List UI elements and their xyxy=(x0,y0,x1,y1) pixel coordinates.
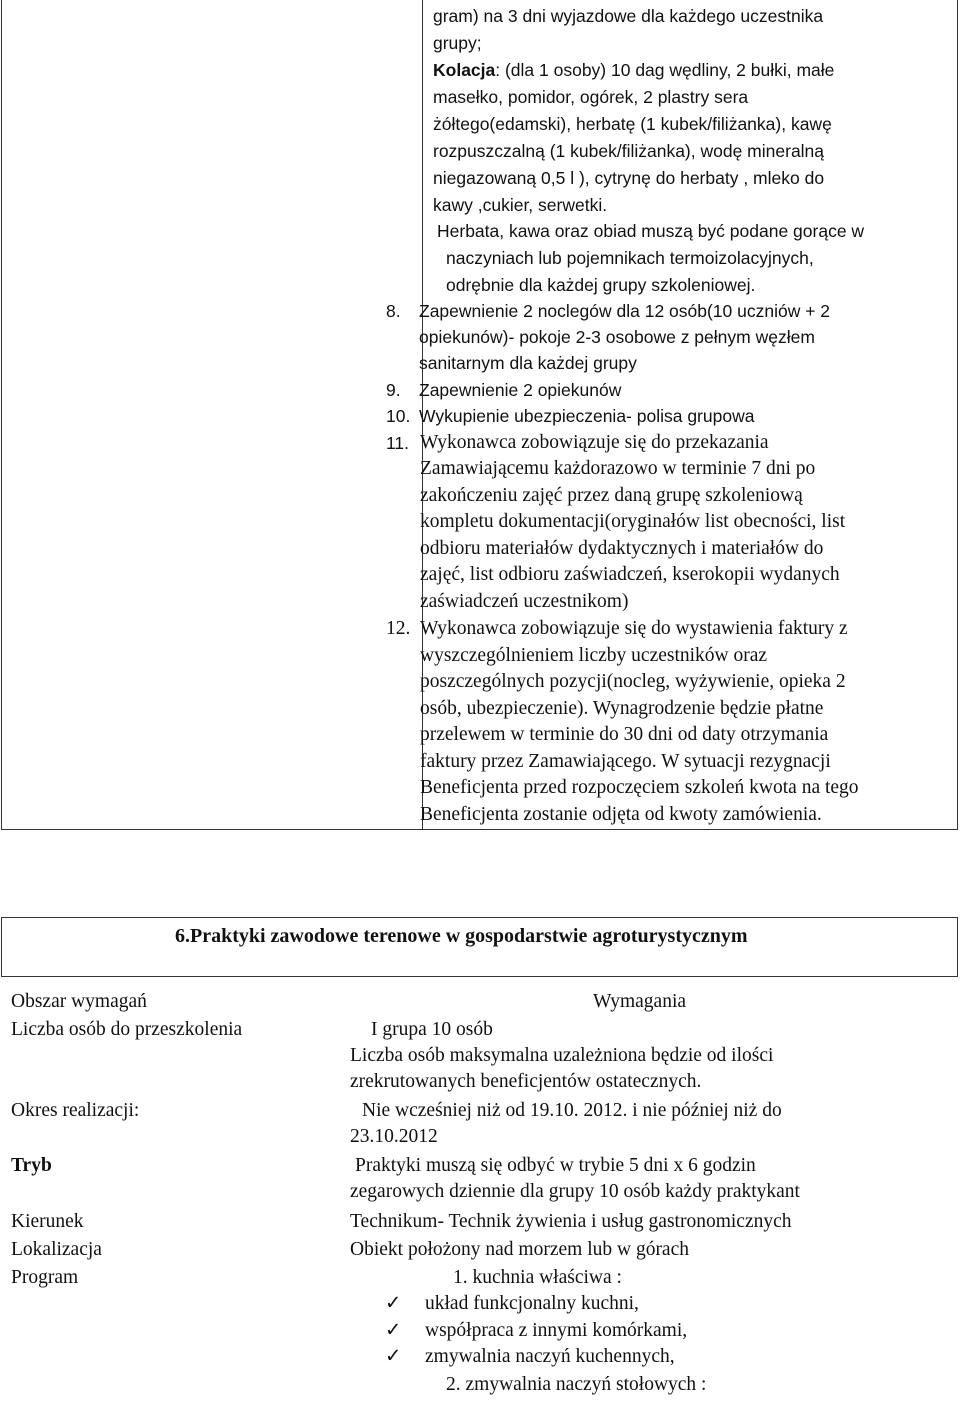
text-line: niegazowaną 0,5 l ), cytrynę do herbaty , mleko do xyxy=(433,168,825,188)
text-line: opiekunów)- pokoje 2-3 osobowe z pełnym węzłem xyxy=(419,327,815,347)
item-number: 12. xyxy=(386,618,411,639)
item-number: 8. xyxy=(386,301,401,321)
header-left: Obszar wymagań xyxy=(11,991,147,1012)
item-number: 9. xyxy=(386,380,401,400)
row-label-location: Lokalizacja xyxy=(11,1239,102,1260)
text-line: Wykonawca zobowiązuje się do przekazania xyxy=(420,432,769,453)
text-line: gram) na 3 dni wyjazdowe dla każdego uczestnika xyxy=(433,6,824,26)
text-line: odrębnie dla każdej grupy szkoleniowej. xyxy=(446,275,756,295)
text-line: grupy; xyxy=(433,33,482,53)
checklist-item: ✓ zmywalnia naczyń kuchennych, xyxy=(385,1344,675,1370)
text-line: wyszczególnieniem liczby uczestników oraz xyxy=(420,645,768,666)
text-line: rozpuszczalną (1 kubek/filiżanka), wodę mineralną xyxy=(433,141,825,161)
checklist-item: ✓ współpraca z innymi komórkami, xyxy=(385,1318,687,1344)
text-line: Wykonawca zobowiązuje się do wystawienia faktury z xyxy=(420,618,848,639)
item-number: 10. xyxy=(386,406,411,426)
text-line: kawy ,cukier, serwetki. xyxy=(433,195,608,215)
row-label-direction: Kierunek xyxy=(11,1211,84,1232)
checklist-item: ✓ układ funkcjonalny kuchni, xyxy=(385,1291,639,1317)
row-value: Liczba osób maksymalna uzależniona będzie od ilości xyxy=(350,1045,774,1066)
text-line: zaświadczeń uczestnikom) xyxy=(420,591,629,612)
text-line: zajęć, list odbioru zaświadczeń, kserokopii wydanych xyxy=(420,564,840,585)
item-number: 11. xyxy=(386,433,410,453)
text-line: Wykupienie ubezpieczenia- polisa grupowa xyxy=(419,406,755,426)
text-line: naczyniach lub pojemnikach termoizolacyjnych, xyxy=(446,248,814,268)
text-line: odbioru materiałów dydaktycznych i materiałów do xyxy=(420,538,824,559)
row-value: Obiekt położony nad morzem lub w górach xyxy=(350,1239,689,1260)
row-value: zegarowych dziennie dla grupy 10 osób każdy praktykant xyxy=(350,1181,800,1202)
text-line: Zapewnienie 2 noclegów dla 12 osób(10 uczniów + 2 xyxy=(419,301,831,321)
text-line: Zamawiającemu każdorazowo w terminie 7 dni po xyxy=(420,458,816,479)
row-label-period: Okres realizacji: xyxy=(11,1100,140,1121)
check-icon: ✓ xyxy=(385,1320,402,1341)
row-value: I grupa 10 osób xyxy=(371,1019,493,1040)
row-label-program: Program xyxy=(11,1267,79,1288)
text-line: Beneficjenta przed rozpoczęciem szkoleń kwota na tego xyxy=(420,777,859,798)
row-value: Nie wcześniej niż od 19.10. 2012. i nie później niż do xyxy=(362,1100,782,1121)
text-line: faktury przez Zamawiającego. W sytuacji rezygnacji xyxy=(420,751,831,772)
text-line: zakończeniu zajęć przez daną grupę szkoleniową xyxy=(420,485,803,506)
row-value: zrekrutowanych beneficjentów ostatecznych. xyxy=(350,1071,702,1092)
text-line: Zapewnienie 2 opiekunów xyxy=(419,380,622,400)
row-label-mode: Tryb xyxy=(11,1155,52,1176)
header-right: Wymagania xyxy=(593,991,687,1012)
kolacja-label: Kolacja xyxy=(433,60,496,80)
kolacja-line: Kolacja: (dla 1 osoby) 10 dag wędliny, 2 bułki, małe xyxy=(433,60,835,80)
program-item-1: 1. kuchnia właściwa : xyxy=(453,1267,622,1288)
text-line: osób, ubezpieczenie). Wynagrodzenie będzie płatne xyxy=(420,698,824,719)
row-label-participants: Liczba osób do przeszkolenia xyxy=(11,1019,243,1040)
text-line: sanitarnym dla każdej grupy xyxy=(419,353,637,373)
check-icon: ✓ xyxy=(385,1346,402,1367)
text-line: kompletu dokumentacji(oryginałów list obecności, list xyxy=(420,511,846,532)
text-line: Beneficjenta zostanie odjęta od kwoty zamówienia. xyxy=(420,804,822,825)
text-line: poszczególnych pozycji(nocleg, wyżywienie, opieka 2 xyxy=(420,671,846,692)
text-line: przelewem w terminie do 30 dni od daty otrzymania xyxy=(420,724,829,745)
row-value: Praktyki muszą się odbyć w trybie 5 dni x 6 godzin xyxy=(355,1155,756,1176)
row-value: 23.10.2012 xyxy=(350,1126,438,1147)
text-line: żółtego(edamski), herbatę (1 kubek/filiżanka), kawę xyxy=(433,114,832,134)
program-item-2: 2. zmywalnia naczyń stołowych : xyxy=(446,1374,707,1395)
row-value: Technikum- Technik żywienia i usług gastronomicznych xyxy=(350,1211,792,1232)
check-icon: ✓ xyxy=(385,1293,402,1314)
text-line: masełko, pomidor, ogórek, 2 plastry sera xyxy=(433,87,749,107)
text-line: Herbata, kawa oraz obiad muszą być podane gorące w xyxy=(437,221,865,241)
section-title: 6.Praktyki zawodowe terenowe w gospodarstwie agroturystycznym xyxy=(175,925,748,947)
